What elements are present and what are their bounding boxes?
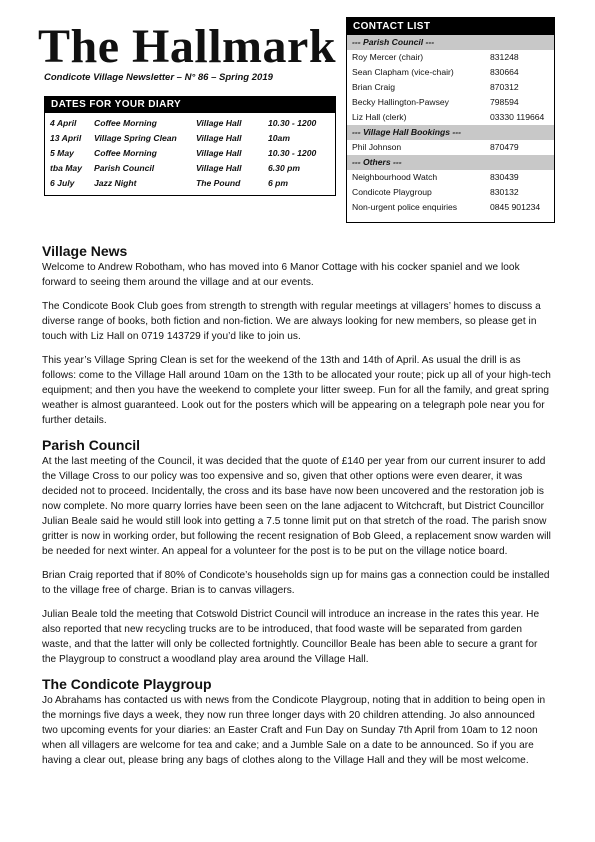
contact-row (347, 170, 554, 185)
article-paragraph: Brian Craig reported that if 80% of Condicote’s households sign up for mains gas a connection could be installed to the village free of charge. Brian is to canvas villagers. (42, 570, 550, 596)
contact-phone: 830132 (490, 187, 519, 197)
contact-list-heading: CONTACT LIST (347, 18, 554, 35)
contact-row (347, 80, 554, 95)
contact-row (347, 200, 554, 215)
diary-event: Coffee Morning (94, 118, 157, 128)
contact-list-box (346, 17, 555, 223)
contact-phone: 870312 (490, 82, 519, 92)
diary-table (50, 117, 316, 192)
article-paragraph: The Condicote Book Club goes from strength to strength with regular meetings at villagers’ homes to discuss a diverse range of books, both fiction and non-fiction. We are always looking for new members, so please get in touch with Liz Hall on 0719 143729 if you’d like to join us. (42, 301, 541, 342)
article-paragraph: Welcome to Andrew Robotham, who has moved into 6 Manor Cottage with his cocker spaniel and we look forward to seeing them around the village and at our events. (42, 262, 520, 288)
contact-phone: 830664 (490, 67, 519, 77)
diary-box (44, 96, 336, 196)
diary-date: 5 May (50, 148, 74, 158)
diary-date: 6 July (50, 178, 75, 188)
diary-date: 13 April (50, 133, 82, 143)
article-heading: Village News (42, 243, 128, 259)
masthead (38, 20, 338, 83)
diary-venue: Village Hall (196, 133, 242, 143)
article-paragraph: This year’s Village Spring Clean is set for the weekend of the 13th and 14th of April. As usual the drill is as follows: come to the Village Hall around 10am on the 13th to be allocated your route; pick up all of your high-tech equipment; and then you have the weekend to complete your litter sweep. Fun for all the family, and great spring weather is almost guaranteed. Look out for the posters which will be appearing on a telegraph pole near you for further details. (42, 355, 551, 426)
contact-section-title: --- Others --- (347, 155, 554, 170)
article-paragraph: Julian Beale told the meeting that Cotswold District Council will introduce an increase in the rates this year. He also reported that new recycling trucks are to be introduced, that food waste will be separated from garden waste, and that the latter will only be collected fortnightly. Councillor Beale has been able to secure a grant for the Playgroup to construct a woodland play area around the Village Hall. (42, 609, 540, 665)
newsletter-title: The Hallmark (38, 20, 337, 73)
contact-row (347, 185, 554, 200)
contact-name: Condicote Playgroup (352, 187, 432, 197)
diary-row (50, 177, 316, 192)
diary-row (50, 117, 316, 132)
contact-name: Becky Hallington-Pawsey (352, 97, 449, 107)
contact-phone: 830439 (490, 172, 519, 182)
contact-table (347, 35, 554, 215)
articles-column (42, 243, 552, 777)
diary-venue: Village Hall (196, 163, 242, 173)
diary-venue: Village Hall (196, 148, 242, 158)
diary-event: Parish Council (94, 163, 155, 173)
contact-phone: 831248 (490, 52, 519, 62)
contact-row (347, 110, 554, 125)
contact-section-header (347, 155, 554, 170)
contact-section-header (347, 125, 554, 140)
contact-section-title: --- Village Hall Bookings --- (347, 125, 554, 140)
article-heading: Parish Council (42, 437, 141, 453)
contact-phone: 0845 901234 (490, 202, 541, 212)
contact-row (347, 95, 554, 110)
diary-time: 10.30 - 1200 (268, 148, 317, 158)
newsletter-subtitle: Condicote Village Newsletter – N° 86 – Spring 2019 (44, 72, 273, 83)
diary-event: Coffee Morning (94, 148, 157, 158)
contact-section-header (347, 35, 554, 50)
contact-name: Brian Craig (352, 82, 395, 92)
contact-name: Sean Clapham (vice-chair) (352, 67, 454, 77)
diary-event: Jazz Night (94, 178, 137, 188)
contact-name: Roy Mercer (chair) (352, 52, 424, 62)
diary-row (50, 162, 316, 177)
article-paragraph: Jo Abrahams has contacted us with news from the Condicote Playgroup, noting that in addition to being open in the mornings five days a week, they now run three longer days with 20 children attending. Jo also announced two upcoming events for your diaries: an Easter Craft and Fun Day on Sunday 7th April from 10am to 12 noon when all villagers are welcome for tea and cake; and a Jumble Sale on a date to be announced. So if you are having a clear out, please bring any bags of clothes along to the Village Hall and they will be most welcome. (42, 695, 546, 766)
diary-heading: DATES FOR YOUR DIARY (45, 97, 335, 113)
diary-row (50, 132, 316, 147)
contact-row (347, 50, 554, 65)
contact-phone: 03330 119664 (490, 112, 545, 122)
diary-date: 4 April (50, 118, 77, 128)
diary-venue: The Pound (196, 178, 241, 188)
contact-name: Phil Johnson (352, 142, 402, 152)
contact-phone: 870479 (490, 142, 519, 152)
diary-venue: Village Hall (196, 118, 242, 128)
diary-time: 6.30 pm (268, 163, 301, 173)
diary-time: 6 pm (268, 178, 289, 188)
contact-name: Neighbourhood Watch (352, 172, 438, 182)
diary-row (50, 147, 316, 162)
article-heading: The Condicote Playgroup (42, 676, 212, 692)
contact-name: Non-urgent police enquiries (352, 202, 458, 212)
diary-time: 10am (268, 133, 290, 143)
contact-row (347, 140, 554, 155)
article-paragraph: At the last meeting of the Council, it was decided that the quote of £140 per year from our current insurer to add the Village Cross to our policy was too expensive and so, given that other options were even dearer, it was decided not to proceed. Incidentally, the cross and its base have now been uncovered and the restoration job is now complete. No more quarry lorries have been seen on the lane adjacent to Witchcraft, but District Councillor Julian Beale said he would still look into getting a 7.5 tonne limit put on that stretch of the road. The parish snow gritter is now in working order, but following the recent resignation of Bob Gleed, a replacement snow warden will be needed for next winter. An appeal for a volunteer for the post is to be put on the village notice board. (42, 456, 551, 557)
diary-event: Village Spring Clean (94, 133, 177, 143)
diary-date: tba May (50, 163, 82, 173)
diary-time: 10.30 - 1200 (268, 118, 317, 128)
contact-phone: 798594 (490, 97, 519, 107)
contact-section-title: --- Parish Council --- (347, 35, 554, 50)
contact-row (347, 65, 554, 80)
contact-name: Liz Hall (clerk) (352, 112, 407, 122)
